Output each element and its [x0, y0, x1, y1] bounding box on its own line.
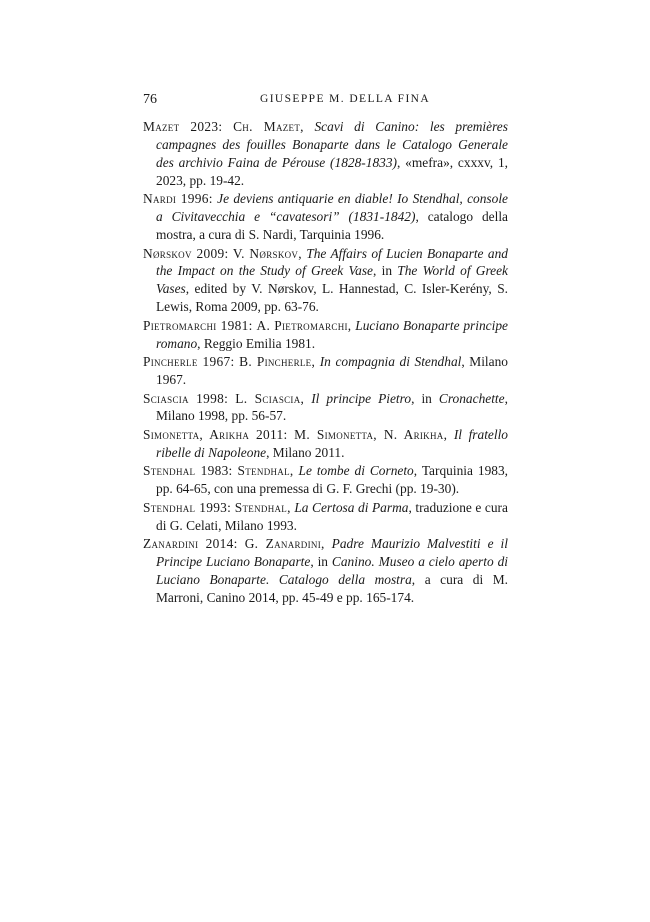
page-header: [143, 92, 508, 112]
publication-details: , Reggio Emilia 1981.: [197, 335, 316, 351]
author: G. Zanardini,: [244, 536, 325, 552]
work-title: Je deviens antiquarie en diable! Io Stendhal, console a Civitavecchia e “cavatesori” (1831-1842): [156, 191, 508, 225]
bib-entry-nardi-1996: [143, 190, 508, 244]
publication-details: , Milano 1998, pp. 56-57.: [156, 390, 508, 424]
citation-key: Stendhal 1983:: [143, 463, 233, 479]
author: Stendhal,: [234, 499, 291, 515]
publication-details: , «mefra», cxxxv, 1, 2023, pp. 19-42.: [156, 154, 508, 188]
container-title: Canino. Museo a cielo aperto di Luciano Bonaparte. Catalogo della mostra: [156, 554, 508, 587]
work-title: Padre Maurizio Malvestiti e il Principe Luciano Bonaparte: [156, 536, 508, 570]
connector: , in: [310, 554, 332, 570]
work-title: Luciano Bonaparte principe romano: [156, 317, 508, 351]
container-title: The World of Greek Vases: [156, 263, 509, 297]
work-title: La Certosa di Parma: [294, 499, 409, 515]
bib-entry-simonetta-arikha-2011: [143, 426, 508, 462]
work-title: In compagnia di Stendhal: [319, 354, 462, 370]
citation-key: Sciascia 1998:: [143, 390, 229, 406]
citation-key: Nardi 1996:: [143, 191, 213, 207]
publication-details: , Milano 2011.: [266, 444, 345, 460]
author: Ch. Mazet,: [233, 119, 304, 134]
citation-key: Stendhal 1993:: [143, 499, 232, 515]
author: A. Pietromarchi,: [256, 317, 352, 333]
citation-key: Pincherle 1967:: [143, 354, 235, 370]
running-head: GIUSEPPE M. DELLA FINA: [260, 93, 431, 105]
bib-entry-stendhal-1983: [143, 462, 508, 498]
author: M. Simonetta, N. Arikha,: [294, 426, 448, 442]
bibliography-list: [143, 118, 508, 607]
publication-details: , Milano 1967.: [156, 354, 508, 388]
author: V. Nørskov,: [232, 245, 302, 261]
author: Stendhal,: [237, 463, 294, 479]
author: L. Sciascia,: [235, 390, 305, 406]
publication-details: , a cura di M. Marroni, Canino 2014, pp. 45-49 e pp. 165-174.: [156, 572, 508, 605]
publication-details: , traduzione e cura di G. Celati, Milano 1993.: [156, 499, 508, 533]
author: B. Pincherle,: [239, 354, 316, 370]
bib-entry-stendhal-1993: [143, 499, 508, 535]
bib-entry-pietromarchi-1981: [143, 317, 508, 353]
bib-entry-norskov-2009: [143, 245, 508, 317]
work-title: Il fratello ribelle di Napoleone: [156, 426, 508, 460]
citation-key: Pietromarchi 1981:: [143, 317, 253, 333]
bib-entry-mazet-2023: [143, 118, 508, 190]
bib-entry-pincherle-1967: [143, 353, 508, 389]
citation-key: Simonetta, Arikha 2011:: [143, 426, 288, 442]
publication-details: , catalogo della mostra, a cura di S. Nardi, Tarquinia 1996.: [156, 209, 508, 243]
page-number: 76: [143, 92, 157, 107]
work-title: The Affairs of Lucien Bonaparte and the Impact on the Study of Greek Vase: [156, 245, 508, 279]
connector: , in: [373, 263, 398, 279]
citation-key: Zanardini 2014:: [143, 536, 238, 552]
publication-details: , edited by V. Nørskov, L. Hannestad, C. Isler-Kerény, S. Lewis, Roma 2009, pp. 63-76.: [156, 281, 508, 315]
work-title: Le tombe di Corneto: [298, 463, 414, 479]
publication-details: , Tarquinia 1983, pp. 64-65, con una premessa di G. F. Grechi (pp. 19-30).: [156, 463, 509, 497]
connector: , in: [411, 390, 439, 406]
bib-entry-zanardini-2014: [143, 535, 508, 607]
citation-key: Nørskov 2009:: [143, 245, 229, 261]
container-title: Cronachette: [438, 390, 505, 406]
work-title: Scavi di Canino: les premières campagnes des fouilles Bonaparte dans le Catalogo Generale des archivio Faina de Pérouse (1828-1833): [156, 119, 508, 170]
bib-entry-sciascia-1998: [143, 390, 508, 426]
citation-key: Mazet 2023:: [143, 119, 223, 134]
work-title: Il principe Pietro: [311, 390, 412, 406]
